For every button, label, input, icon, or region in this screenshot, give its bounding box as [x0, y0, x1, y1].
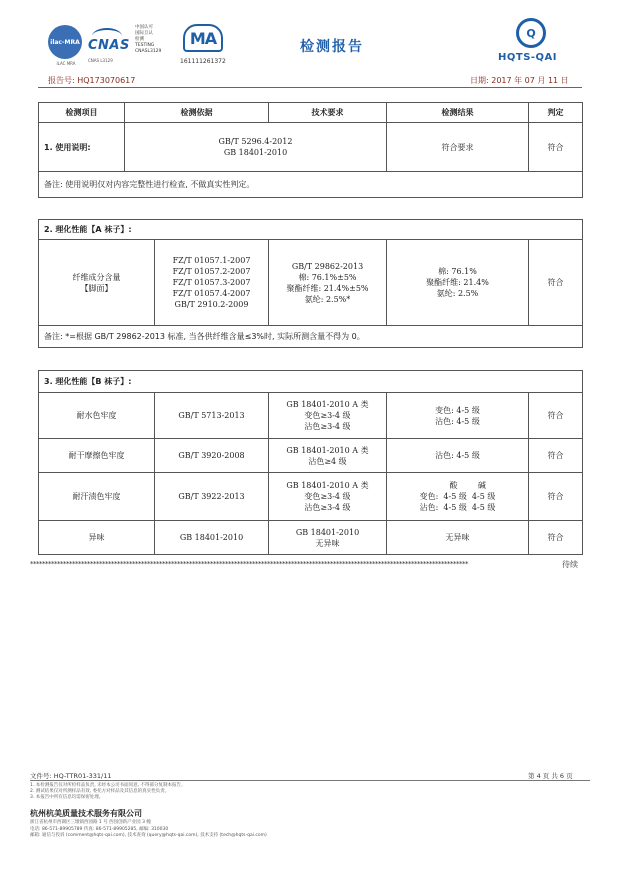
result-cell: 符合要求 — [387, 123, 529, 172]
cma-logo: MA — [183, 24, 223, 52]
item-cell: 耐干摩擦色牢度 — [39, 439, 155, 473]
to-be-continued-label: 待续 — [562, 560, 578, 569]
item-cell: 1. 使用说明: — [39, 123, 125, 172]
cma-number: 161111261372 — [180, 58, 226, 65]
result-cell: 无异味 — [387, 521, 529, 555]
header-requirement: 技术要求 — [269, 103, 387, 123]
item-cell: 纤维成分含量 【脚面】 — [39, 240, 155, 326]
verdict-cell: 符合 — [529, 521, 583, 555]
company-address: 浙江省杭州市西湖区三墩镇西园路 1 号 西园创新产业园 3 幢 — [30, 820, 151, 825]
note-cell: 备注: *=根据 GB/T 29862-2013 标准, 当各供纤维含量≤3%时, 实际所测含量不得为 0。 — [39, 326, 583, 348]
company-contact — [30, 820, 590, 840]
section-header-row — [39, 220, 583, 240]
ilac-mra-subtitle: ILAC MRA — [56, 61, 76, 66]
basis-cell: GB 18401-2010 — [155, 521, 269, 555]
usage-instructions-table — [38, 102, 583, 198]
verdict-cell: 符合 — [529, 473, 583, 521]
verdict-cell: 符合 — [529, 393, 583, 439]
header-divider — [38, 87, 582, 88]
file-number: 文件号: HQ-TTR01-331/11 — [30, 772, 112, 780]
requirement-cell: GB 18401-2010 A 类 变色≥3-4 级 沾色≥3-4 级 — [269, 473, 387, 521]
basis-cell: GB/T 5713-2013 — [155, 393, 269, 439]
item-cell: 耐汗渍色牢度 — [39, 473, 155, 521]
requirement-cell: GB 18401-2010 A 类 沾色≥4 级 — [269, 439, 387, 473]
cnas-text-block: 中国认可 国际互认 检测 TESTING CNASL3129 — [135, 25, 162, 54]
footer-notes: 1. 本检测报告仅对所检样品负责, 未经本公司书面同意, 不得部分复制本报告。 2. 测试结果仅对所测样品有效, 委托方对样品及其信息的真实性负责。 3. 本报告中所有信息均需保密处理。 — [30, 783, 186, 800]
item-cell: 耐水色牢度 — [39, 393, 155, 439]
header-test-basis: 检测依据 — [125, 103, 269, 123]
basis-cell: GB/T 3920-2008 — [155, 439, 269, 473]
result-cell: 沾色: 4-5 级 — [387, 439, 529, 473]
section-title: 3. 理化性能【B 袜子】: — [39, 371, 583, 393]
verdict-cell: 符合 — [529, 439, 583, 473]
section-header-row — [39, 371, 583, 393]
cnas-logo: CNAS — [88, 26, 132, 58]
continuation-line: ************************************************************************************************************************************************** — [30, 560, 468, 568]
note-row — [39, 326, 583, 348]
table-row — [39, 439, 583, 473]
requirement-cell: GB 18401-2010 A 类 变色≥3-4 级 沾色≥3-4 级 — [269, 393, 387, 439]
item-cell: 异味 — [39, 521, 155, 555]
cnas-cert-number: CNAS L3129 — [88, 58, 113, 63]
requirement-cell: GB 18401-2010 无异味 — [269, 521, 387, 555]
note-row — [39, 172, 583, 198]
table-row — [39, 123, 583, 172]
page-title: 检测报告 — [300, 39, 364, 55]
physicochemical-b-table — [38, 370, 583, 555]
verdict-cell: 符合 — [529, 123, 583, 172]
result-cell: 酸 碱 变色: 4-5 级 4-5 级 沾色: 4-5 级 4-5 级 — [387, 473, 529, 521]
physicochemical-a-table — [38, 219, 583, 348]
ilac-mra-logo: ilac-MRA — [48, 25, 82, 59]
basis-cell: GB/T 3922-2013 — [155, 473, 269, 521]
table-row — [39, 521, 583, 555]
company-name: 杭州杭美质量技术服务有限公司 — [30, 809, 142, 818]
basis-cell: FZ/T 01057.1-2007 FZ/T 01057.2-2007 FZ/T 01057.3-2007 FZ/T 01057.4-2007 GB/T 2910.2-2009 — [155, 240, 269, 326]
requirement-cell: GB/T 29862-2013 棉: 76.1%±5% 聚酯纤维: 21.4%±5% 氨纶: 2.5%* — [269, 240, 387, 326]
section-title: 2. 理化性能【A 袜子】: — [39, 220, 583, 240]
report-date: 日期: 2017 年 07 月 11 日 — [470, 76, 569, 85]
table-row — [39, 473, 583, 521]
footer-divider — [30, 780, 590, 781]
basis-cell: GB/T 5296.4-2012 GB 18401-2010 — [125, 123, 387, 172]
header-test-item: 检测项目 — [39, 103, 125, 123]
header-result: 检测结果 — [387, 103, 529, 123]
report-number: 报告号: HQ173070617 — [48, 76, 136, 85]
hqts-logo-text: HQTS-QAI — [498, 52, 558, 63]
table-row — [39, 240, 583, 326]
company-emails: 邮箱: 通信与投诉 (comment@hqts-qai.com), 技术查询 (query@hqts-qai.com), 技术支持 (tech@hqts-qai.com) — [30, 833, 267, 838]
hqts-logo-icon: Q — [516, 18, 546, 48]
result-cell: 棉: 76.1% 聚酯纤维: 21.4% 氨纶: 2.5% — [387, 240, 529, 326]
result-cell: 变色: 4-5 级 沾色: 4-5 级 — [387, 393, 529, 439]
company-phone: 电话: 86-571-89905789 传真: 86-571-89905285, 邮编: 310030 — [30, 826, 169, 832]
table-header-row — [39, 103, 583, 123]
note-cell: 备注: 使用说明仅对内容完整性进行检查, 不做真实性判定。 — [39, 172, 583, 198]
verdict-cell: 符合 — [529, 240, 583, 326]
page-indicator: 第 4 页 共 6 页 — [528, 772, 573, 780]
table-row — [39, 393, 583, 439]
header-verdict: 判定 — [529, 103, 583, 123]
